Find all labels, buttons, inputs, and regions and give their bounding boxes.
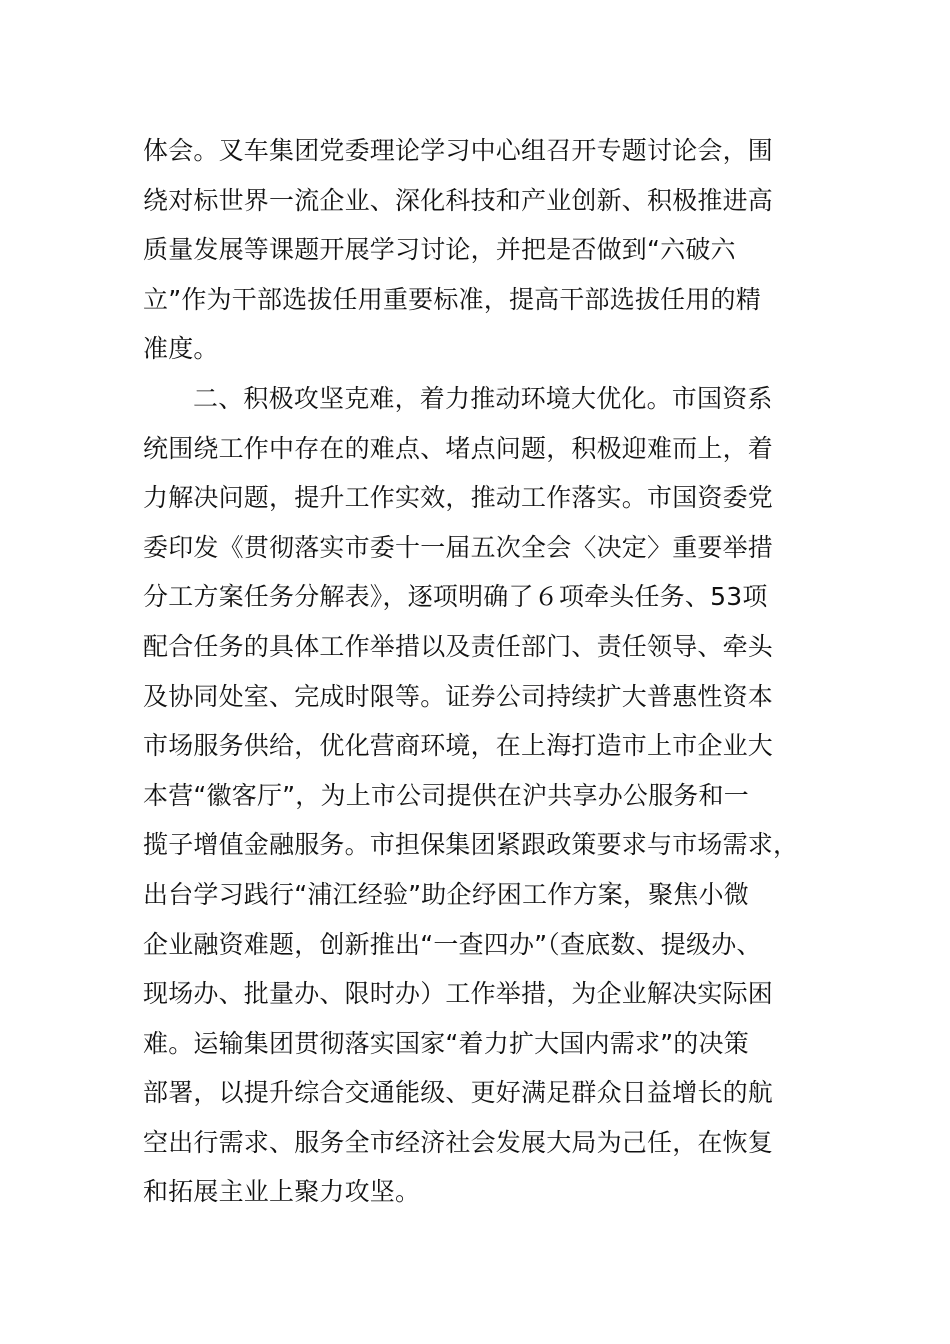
text-line: 部署，以提升综合交通能级、更好满足群众日益增长的航 (143, 1078, 774, 1108)
text-line: 配合任务的具体工作举措以及责任部门、责任领导、牵头 (143, 631, 774, 661)
text-line: 准度。 (143, 334, 219, 364)
section-heading-line: 二、积极攻坚克难，着力推动环境大优化。市国资系 (193, 383, 773, 413)
text-line: 及协同处室、完成时限等。证券公司持续扩大普惠性资本 (143, 681, 774, 711)
text-line: 和拓展主业上聚力攻坚。 (143, 1177, 421, 1207)
text-line: 企业融资难题，创新推出“一查四办”（查底数、提级办、 (143, 929, 762, 959)
text-line: 绕对标世界一流企业、深化科技和产业创新、积极推进高 (143, 185, 774, 215)
text-line: 统围绕工作中存在的难点、堵点问题，积极迎难而上，着 (143, 433, 774, 463)
text-line: 出台学习践行“浦江经验”助企纾困工作方案，聚焦小微 (143, 879, 749, 909)
text-line: 委印发《贯彻落实市委十一届五次全会〈决定〉重要举措 (143, 532, 774, 562)
text-line: 立”作为干部选拔任用重要标准，提高干部选拔任用的精 (143, 284, 761, 314)
text-line: 空出行需求、服务全市经济社会发展大局为己任，在恢复 (143, 1127, 774, 1157)
text-line: 体会。叉车集团党委理论学习中心组召开专题讨论会，围 (143, 136, 774, 165)
text-line: 揽子增值金融服务。市担保集团紧跟政策要求与市场需求， (143, 830, 799, 860)
text-line: 力解决问题，提升工作实效，推动工作落实。市国资委党 (143, 483, 774, 513)
text-line: 质量发展等课题开展学习讨论，并把是否做到“六破六 (143, 235, 736, 265)
text-line: 难。运输集团贯彻落实国家“着力扩大国内需求”的决策 (143, 1028, 749, 1058)
text-line: 市场服务供给，优化营商环境，在上海打造市上市企业大 (143, 731, 774, 761)
text-line: 现场办、批量办、限时办）工作举措，为企业解决实际困 (143, 979, 774, 1009)
body-text (143, 126, 823, 1217)
text-line: 分工方案任务分解表》，逐项明确了６项牵头任务、53项 (143, 582, 768, 612)
text-line: 本营“徽客厅”，为上市公司提供在沪共享办公服务和一 (143, 780, 749, 810)
